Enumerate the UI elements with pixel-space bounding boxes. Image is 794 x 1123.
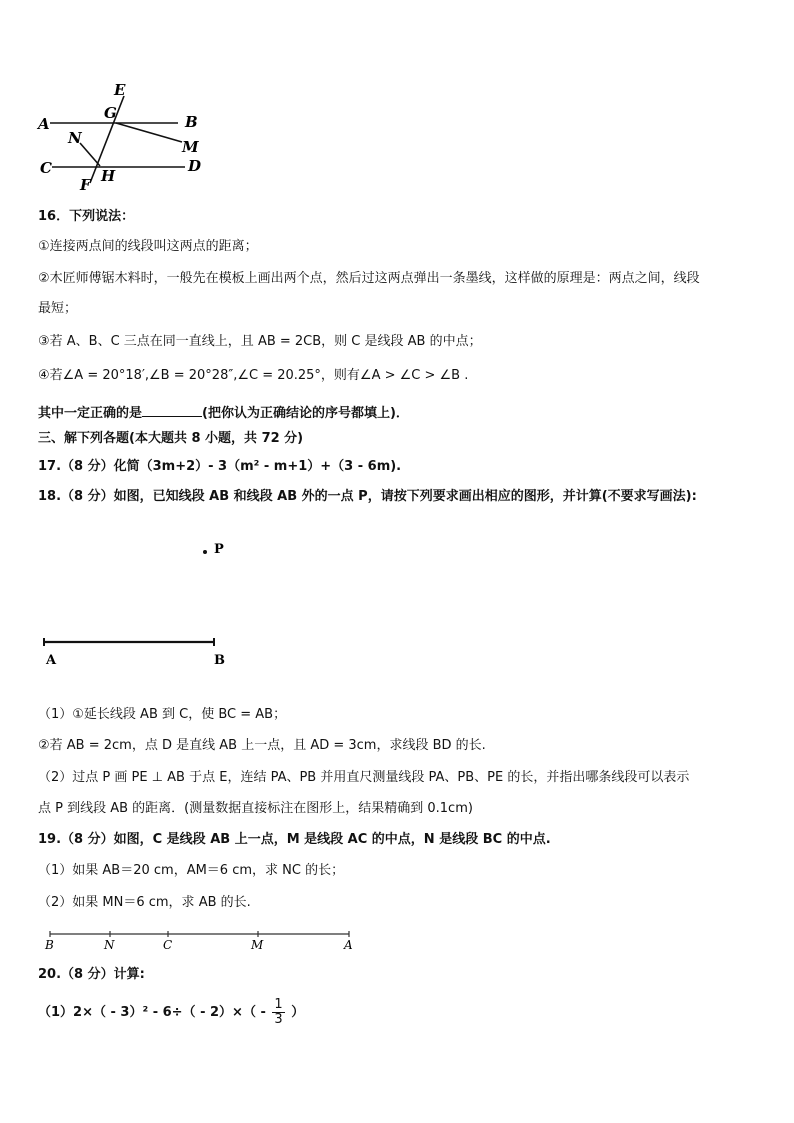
label-a: A <box>46 653 57 668</box>
label-b: B <box>45 938 54 952</box>
q18-text: 18.（8 分）如图，已知线段 AB 和线段 AB 外的一点 P，请按下列要求画出相应的图形，并计算(不要求写画法): <box>38 489 697 504</box>
q16-item1: ①连接两点间的线段叫这两点的距离； <box>38 239 258 254</box>
q20-expression: （1）2×（ - 3）² - 6÷（ - 2）×（ - <box>38 1005 266 1020</box>
label-a: A <box>38 115 50 133</box>
fraction-numerator: 1 <box>274 997 283 1012</box>
parallel-lines-figure <box>30 80 220 195</box>
label-g: G <box>104 104 117 122</box>
label-m: M <box>182 138 199 156</box>
section-heading: 三、解下列各题(本大题共 8 小题，共 72 分) <box>38 431 304 446</box>
label-n: N <box>104 938 115 952</box>
q18-part1a: （1）①延长线段 AB 到 C，使 BC = AB； <box>38 707 287 722</box>
segment-ab-point-p-figure <box>36 535 236 670</box>
label-f: F <box>80 176 91 194</box>
q16-item3: ③若 A、B、C 三点在同一直线上，且 AB = 2CB，则 C 是线段 AB 的中点； <box>38 334 482 349</box>
q19-part1: （1）如果 AB＝20 cm，AM＝6 cm，求 NC 的长； <box>38 863 345 878</box>
q20-part1 <box>38 998 304 1027</box>
label-c: C <box>163 938 173 952</box>
q16-answer-suffix: (把你认为正确结论的序号都填上)． <box>202 406 409 421</box>
label-e: E <box>114 81 126 99</box>
q16-item4: ④若∠A = 20°18′,∠B = 20°28″,∠C = 20.25°，则有∠A > ∠C > ∠B . <box>38 368 469 383</box>
q16-item2a: ②木匠师傅锯木料时，一般先在模板上画出两个点，然后过这两点弹出一条墨线，这样做的原理是：两点之间，线段 <box>38 271 700 286</box>
label-c: C <box>40 159 52 177</box>
point-p <box>203 550 207 554</box>
label-n: N <box>68 129 82 147</box>
q17-text: 17.（8 分）化简（3m+2）- 3（m² - m+1）+（3 - 6m). <box>38 459 402 474</box>
fraction-one-third <box>272 998 284 1027</box>
label-p: P <box>214 542 224 557</box>
q20-expression-end: ） <box>291 1005 305 1020</box>
q16-answer-prefix: 其中一定正确的是 <box>38 406 143 421</box>
q18-part1b: ②若 AB = 2cm，点 D 是直线 AB 上一点，且 AD = 3cm，求线段 BD 的长. <box>38 738 486 753</box>
label-d: D <box>188 157 202 175</box>
ray-gm <box>116 123 182 142</box>
label-b: B <box>214 653 225 668</box>
ray-hn <box>80 143 100 166</box>
q20-text: 20.（8 分）计算: <box>38 967 145 982</box>
q18-part2b: 点 P 到线段 AB 的距离．(测量数据直接标注在图形上，结果精确到 0.1cm) <box>38 801 473 816</box>
q16-item2b: 最短； <box>38 301 78 316</box>
label-h: H <box>101 167 116 185</box>
label-a: A <box>344 938 353 952</box>
q19-text: 19.（8 分）如图，C 是线段 AB 上一点，M 是线段 AC 的中点，N 是线段 BC 的中点. <box>38 832 551 847</box>
fraction-denominator: 3 <box>274 1012 283 1027</box>
segment-bnca-figure <box>40 922 360 952</box>
answer-blank[interactable] <box>142 404 202 417</box>
label-b: B <box>185 113 198 131</box>
q16-answer-line <box>38 404 409 423</box>
q16-title: 16．下列说法： <box>38 209 135 224</box>
q18-part2a: （2）过点 P 画 PE ⊥ AB 于点 E，连结 PA、PB 并用直尺测量线段 PA、PB、PE 的长，并指出哪条线段可以表示 <box>38 770 690 785</box>
q19-part2: （2）如果 MN＝6 cm，求 AB 的长. <box>38 895 251 910</box>
label-m: M <box>251 938 264 952</box>
